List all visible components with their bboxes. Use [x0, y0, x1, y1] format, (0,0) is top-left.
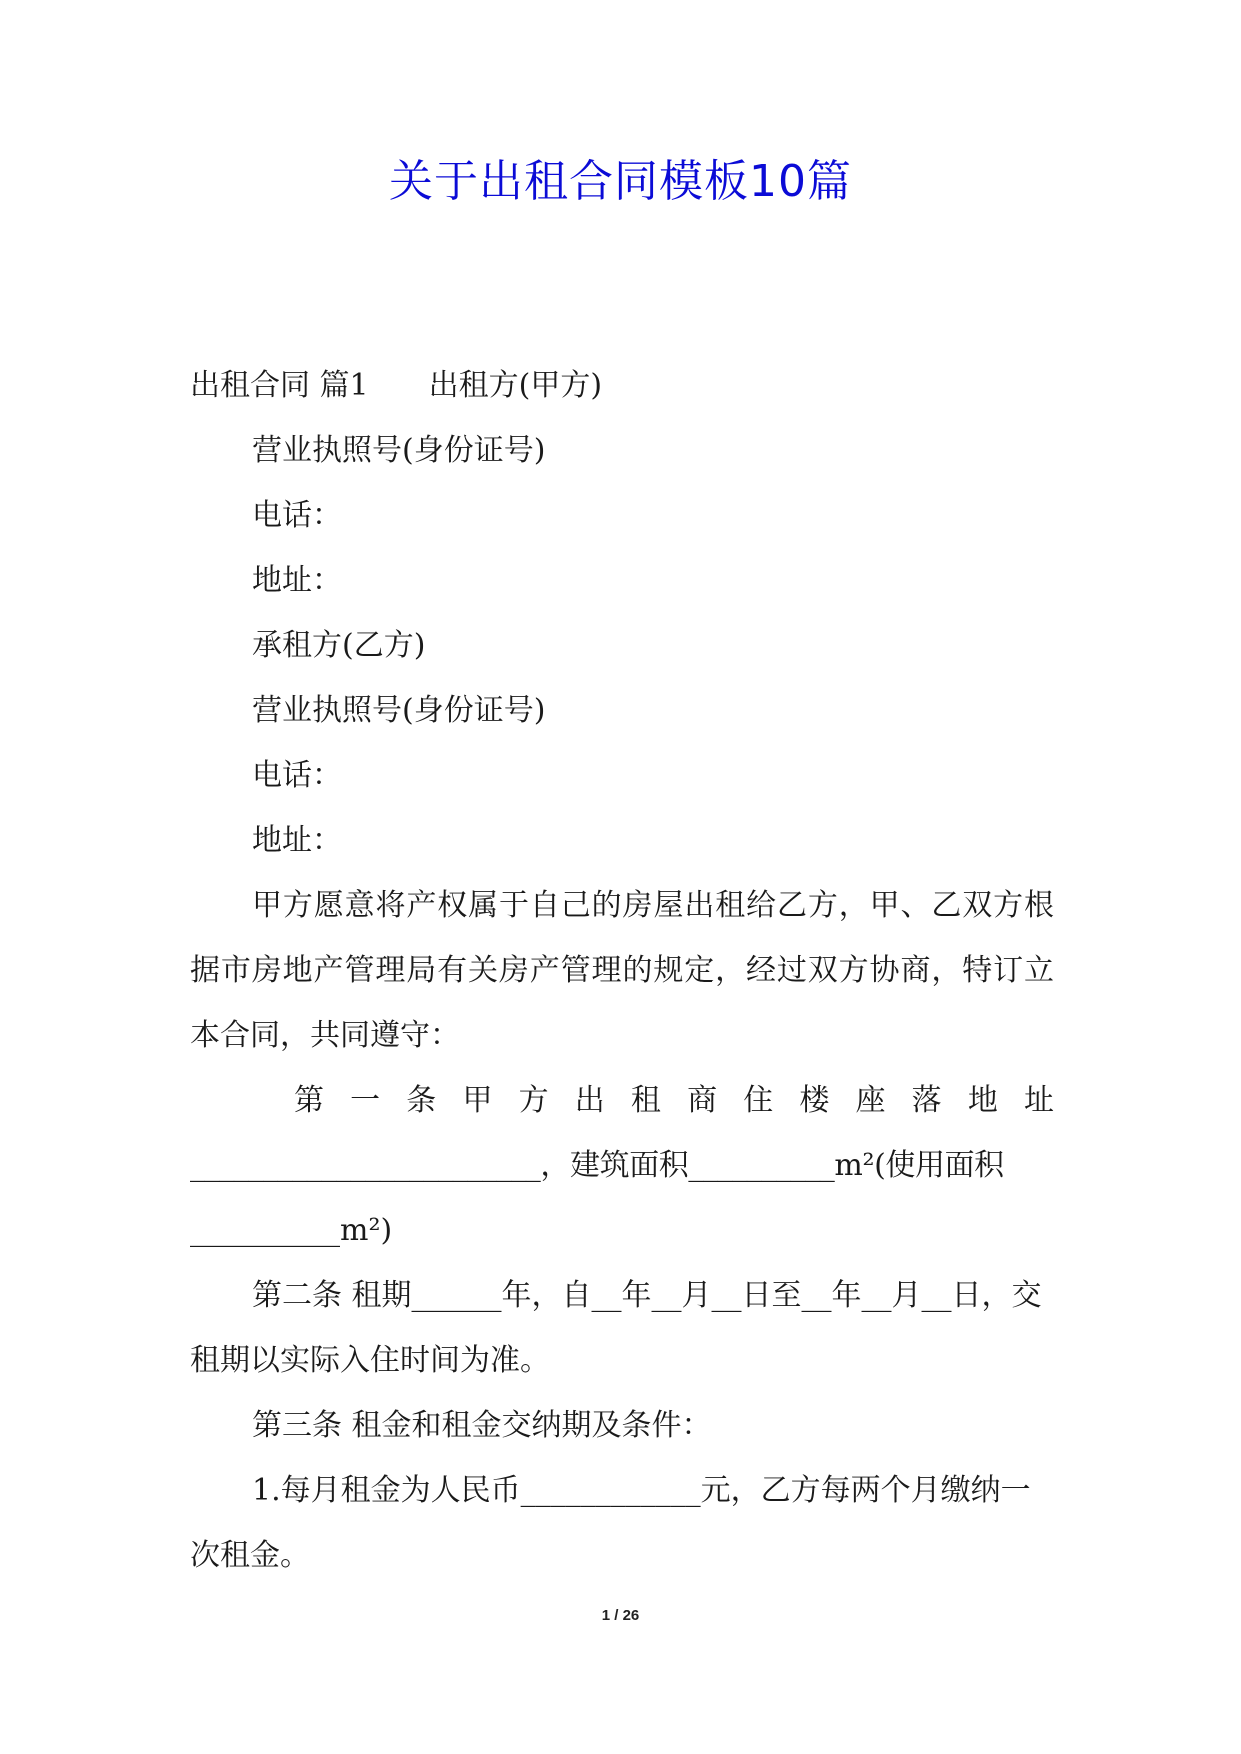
document-title: 关于出租合同模板10篇	[389, 156, 852, 207]
lessee-label: 承租方(乙方)	[252, 628, 426, 663]
article-1-line-2: ________________________，建筑面积__________m²(使用面积	[190, 1148, 1004, 1183]
document-body	[190, 353, 1054, 1588]
intro-paragraph: 甲方愿意将产权属于自己的房屋出租给乙方，甲、乙双方根据市房地产管理局有关房产管理的规定，经过双方协商，特订立本合同，共同遵守：	[190, 888, 1054, 1053]
article-1-line-1: 第 一 条 甲 方 出 租 商 住 楼 座 落 地 址	[294, 1083, 1054, 1118]
lessee-phone-line: 电话：	[252, 758, 342, 793]
lessor-phone-line: 电话：	[252, 498, 342, 533]
lessee-license-line: 营业执照号(身份证号)	[252, 693, 546, 728]
lessee-address-line: 地址：	[252, 823, 342, 858]
lessor-address-line: 地址：	[252, 563, 342, 598]
article-3: 第三条 租金和租金交纳期及条件：	[252, 1408, 712, 1443]
section-heading-line	[190, 353, 1054, 418]
article-3-item-1: 1.每月租金为人民币____________元，乙方每两个月缴纳一次租金。	[190, 1473, 1031, 1573]
lessor-label: 出租方(甲方)	[428, 368, 603, 403]
section-heading: 出租合同 篇1	[190, 368, 369, 403]
page-number: 1 / 26	[601, 1607, 640, 1624]
article-2: 第二条 租期______年，自__年__月__日至__年__月__日，交租期以实际入住时间为准。	[190, 1278, 1042, 1378]
lessor-license-line: 营业执照号(身份证号)	[252, 433, 546, 468]
article-1-line-3: __________m²)	[190, 1213, 393, 1248]
